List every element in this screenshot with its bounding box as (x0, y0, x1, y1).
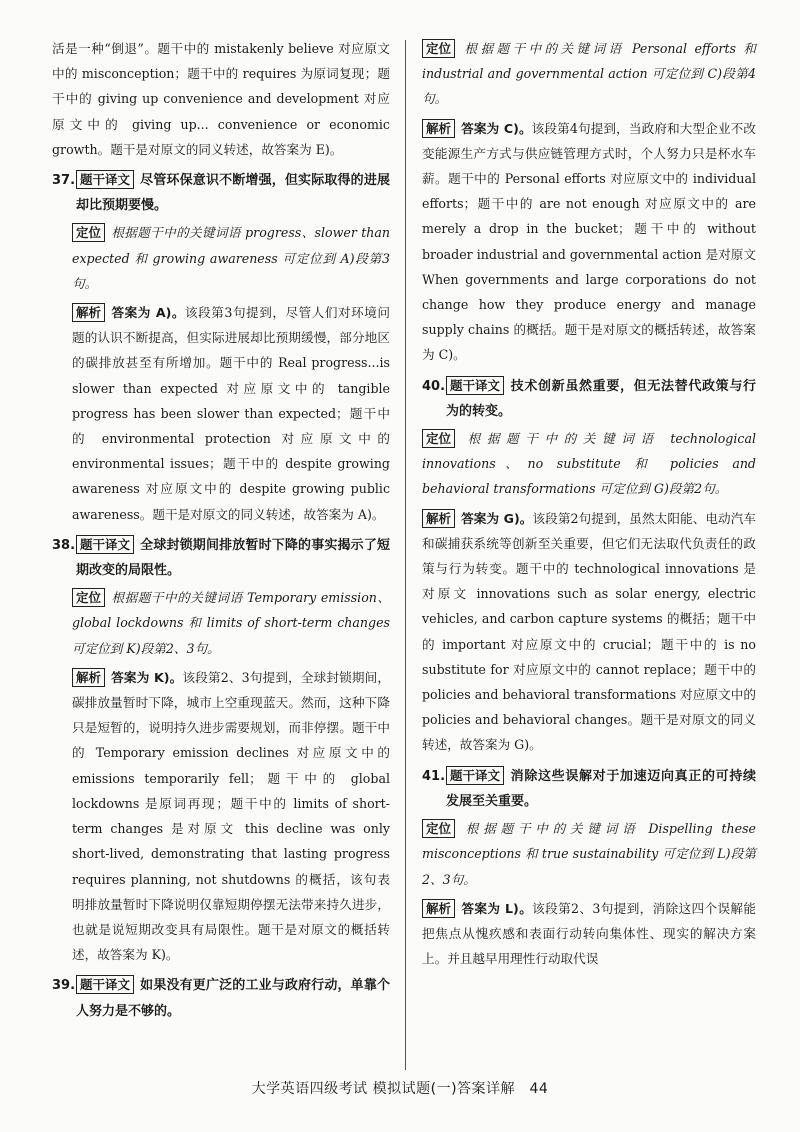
question-40-locate (422, 426, 756, 502)
translation-tag: 题干译文 (446, 376, 504, 395)
analysis-text: 该段第4句提到，当政府和大型企业不改变能源生产方式与供应链管理方式时，个人努力只是杯水车薪。题干中的 Personal efforts 对应原文中的 individual efforts；题干中的 are not enough 对应原文中的 are merely a drop in the bucket；题干中的 without broader industrial and governmental action 是对原文 When governments and large corporations do not change how they produce energy and manage supply chains 的概括。题干是对原文的概括转述，故答案为 C)。 (422, 120, 756, 363)
question-41-analysis (422, 896, 756, 972)
question-39-locate (422, 36, 756, 112)
question-39-translation: 如果没有更广泛的工业与政府行动，单靠个人努力是不够的。 (76, 978, 390, 1019)
locate-tag: 定位 (72, 588, 105, 607)
locate-tag: 定位 (422, 819, 455, 838)
question-38-heading (52, 533, 390, 583)
locate-text: 根据题干中的关键词语 Temporary emission、global lockdowns 和 limits of short-term changes 可定位到 K)段第2、3句。 (72, 590, 390, 656)
question-39-analysis (422, 116, 756, 368)
column-divider (405, 40, 406, 1070)
locate-tag: 定位 (72, 223, 105, 242)
question-number: 41. (422, 768, 446, 784)
analysis-tag: 解析 (422, 119, 455, 138)
analysis-tag: 解析 (72, 668, 105, 687)
question-41-translation: 消除这些误解对于加速迈向真正的可持续发展至关重要。 (446, 768, 756, 809)
question-number: 39. (52, 978, 76, 994)
analysis-text: 该段第2、3句提到，全球封锁期间，碳排放量暂时下降，城市上空重现蓝天。然而，这种下降只是短暂的，说明持久进步需要规划，而非停摆。题干中的 Temporary emission declines 对应原文中的 emissions temporarily fell；题干中的 global lockdowns 是原词再现；题干中的 limits of short-term changes 是对原文 this decline was only short-lived, demonstrating that lasting progress requires planning, not shutdowns 的概括，该句表明排放量暂时下降说明仅靠短期停摆无法带来持久进步，也就是说短期改变具有局限性。题干是对原文的概括转述，故答案为 K)。 (72, 669, 390, 963)
question-38-locate (52, 585, 390, 661)
continuation-paragraph: 活是一种“倒退”。题干中的 mistakenly believe 对应原文中的 misconception；题干中的 requires 为原词复现；题干中的 giving up convenience and development 对应原文中的 giving up... convenience or economic growth。题干是对原文的同义转述，故答案为 E)。 (52, 41, 390, 157)
right-column (422, 36, 756, 975)
page-footer: 大学英语四级考试 模拟试题(一)答案详解 44 (251, 1081, 549, 1097)
locate-text: 根据题干中的关键词语 technological innovations、no substitute 和 policies and behavioral transformations 可定位到 G)段第2句。 (422, 431, 756, 497)
locate-text: 根据题干中的关键词语 progress、slower than expected 和 growing awareness 可定位到 A)段第3句。 (72, 225, 390, 291)
analysis-tag: 解析 (422, 899, 455, 918)
question-40-heading (422, 374, 756, 424)
question-number: 40. (422, 378, 446, 394)
locate-text: 根据题干中的关键词语 Personal efforts 和 industrial and governmental action 可定位到 C)段第4句。 (422, 41, 756, 107)
question-41-heading (422, 764, 756, 814)
locate-tag: 定位 (422, 429, 455, 448)
analysis-tag: 解析 (422, 509, 455, 528)
question-40-translation: 技术创新虽然重要，但无法替代政策与行为的转变。 (446, 378, 756, 419)
analysis-text: 该段第3句提到，尽管人们对环境问题的认识不断提高，但实际进展却比预期缓慢，部分地区的碳排放甚至有所增加。题干中的 Real progress...is slower than expected 对应原文中的 tangible progress has been slower than expected；题干中的 environmental protection 对应原文中的 environmental issues；题干中的 despite growing awareness 对应原文中的 despite growing public awareness。题干是对原文的同义转述，故答案为 A)。 (72, 305, 390, 522)
translation-tag: 题干译文 (76, 535, 134, 554)
locate-tag: 定位 (422, 39, 455, 58)
question-41-locate (422, 816, 756, 892)
answer-text: 答案为 A)。 (111, 305, 186, 321)
question-37-translation: 尽管环保意识不断增强，但实际取得的进展却比预期要慢。 (76, 173, 390, 214)
translation-tag: 题干译文 (446, 766, 504, 785)
question-37-locate (52, 220, 390, 296)
answer-text: 答案为 K)。 (111, 669, 183, 685)
question-number: 37. (52, 173, 76, 189)
answer-text: 答案为 C)。 (461, 120, 532, 136)
question-38-analysis (52, 665, 390, 967)
question-number: 38. (52, 537, 76, 553)
translation-tag: 题干译文 (76, 170, 134, 189)
question-40-analysis (422, 506, 756, 758)
analysis-text: 该段第2句提到，虽然太阳能、电动汽车和碳捕获系统等创新至关重要，但它们无法取代负责任的政策与行为转变。题干中的 technological innovations 是对原文 innovations such as solar energy, electric vehicles, and carbon capture systems 的概括；题干中的 important 对应原文中的 crucial；题干中的 is no substitute for 对应原文中的 cannot replace；题干中的 policies and behavioral transformations 对应原文中的 policies and behavioral changes。题干是对原文的同义转述，故答案为 G)。 (422, 510, 757, 753)
analysis-text: 该段第2、3句提到，消除这四个误解能把焦点从愧疚感和表面行动转向集体性、现实的解决方案上。并且越早用理性行动取代误 (422, 900, 756, 967)
answer-text: 答案为 G)。 (461, 510, 533, 526)
question-37-heading (52, 168, 390, 218)
translation-tag: 题干译文 (76, 975, 134, 994)
answer-text: 答案为 L)。 (461, 900, 533, 916)
analysis-tag: 解析 (72, 303, 105, 322)
locate-text: 根据题干中的关键词语 Dispelling these misconceptions 和 true sustainability 可定位到 L)段第2、3句。 (422, 821, 756, 887)
question-39-heading (52, 973, 390, 1023)
question-37-analysis (52, 300, 390, 527)
question-38-translation: 全球封锁期间排放暂时下降的事实揭示了短期改变的局限性。 (76, 537, 390, 579)
left-column (52, 36, 390, 1026)
